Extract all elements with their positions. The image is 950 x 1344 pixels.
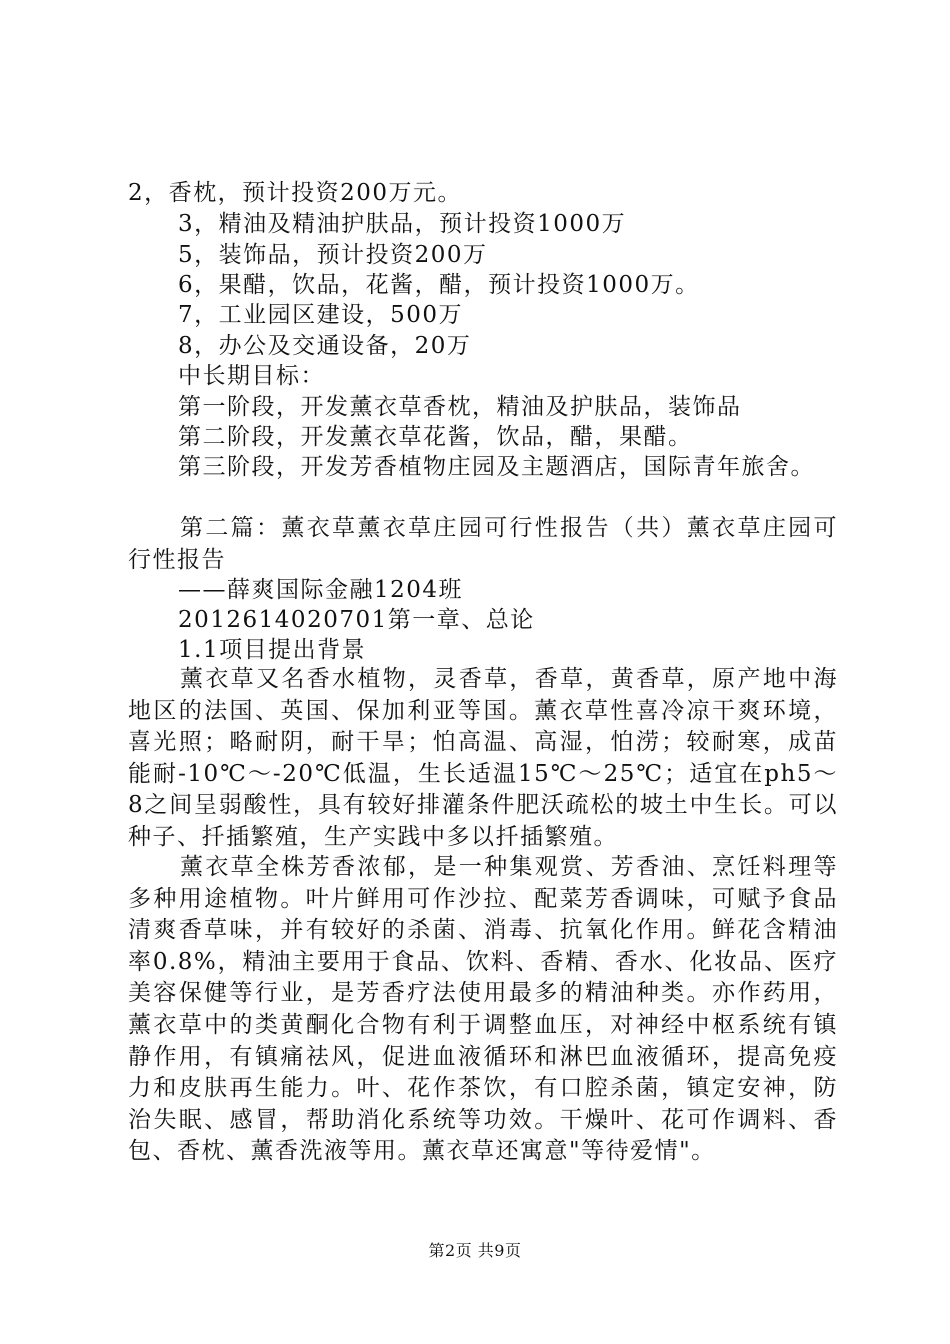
goal-stage-1: 第一阶段，开发薰衣草香枕，精油及护肤品，装饰品	[178, 394, 742, 420]
goal-stage-3: 第三阶段，开发芳香植物庄园及主题酒店，国际青年旅舍。	[178, 454, 815, 480]
author-line: ——薛爽国际金融1204班	[178, 577, 464, 603]
chapter-heading: 2012614020701第一章、总论	[178, 607, 535, 633]
list-item-6: 6，果醋，饮品，花酱，醋，预计投资1000万。	[178, 272, 700, 298]
body-paragraph-1: 薰衣草又名香水植物，灵香草，香草，黄香草，原产地中海地区的法国、英国、保加利亚等国。薰衣草性喜冷凉干爽环境，喜光照；略耐阴，耐干旱；怕高温、高湿，怕涝；较耐寒，成苗能耐-10℃～-20℃低温，生长适温15℃～25℃；适宜在ph5～8之间呈弱酸性，具有较好排灌条件肥沃疏松的坡土中生长。可以种子、扦插繁殖，生产实践中多以扦插繁殖。	[128, 666, 838, 850]
goals-heading: 中长期目标：	[178, 363, 325, 389]
section-heading: 1.1项目提出背景	[178, 637, 367, 663]
list-item-5: 5，装饰品，预计投资200万	[178, 242, 488, 268]
goal-stage-2: 第二阶段，开发薰衣草花酱，饮品，醋，果醋。	[178, 424, 693, 450]
list-item-7: 7，工业园区建设，500万	[178, 302, 464, 328]
body-paragraph-2: 薰衣草全株芳香浓郁，是一种集观赏、芳香油、烹饪料理等多种用途植物。叶片鲜用可作沙拉、配菜芳香调味，可赋予食品清爽香草味，并有较好的杀菌、消毒、抗氧化作用。鲜花含精油率0.8%，精油主要用于食品、饮料、香精、香水、化妆品、医疗美容保健等行业，是芳香疗法使用最多的精油种类。亦作药用，薰衣草中的类黄酮化合物有利于调整血压，对神经中枢系统有镇静作用，有镇痛祛风，促进血液循环和淋巴血液循环，提高免疫力和皮肤再生能力。叶、花作茶饮，有口腔杀菌，镇定安神，防治失眠、感冒，帮助消化系统等功效。干燥叶、花可作调料、香包、香枕、薰香洗液等用。薰衣草还寓意"等待爱情"。	[128, 854, 838, 1165]
chapter-title: 第二篇：薰衣草薰衣草庄园可行性报告（共）薰衣草庄园可行性报告	[128, 515, 838, 573]
page-footer: 第2页 共9页	[428, 1241, 522, 1260]
list-item-3: 3，精油及精油护肤品，预计投资1000万	[178, 211, 627, 237]
list-item-8: 8，办公及交通设备，20万	[178, 333, 472, 359]
list-item-2: 2，香枕，预计投资200万元。	[128, 180, 463, 206]
